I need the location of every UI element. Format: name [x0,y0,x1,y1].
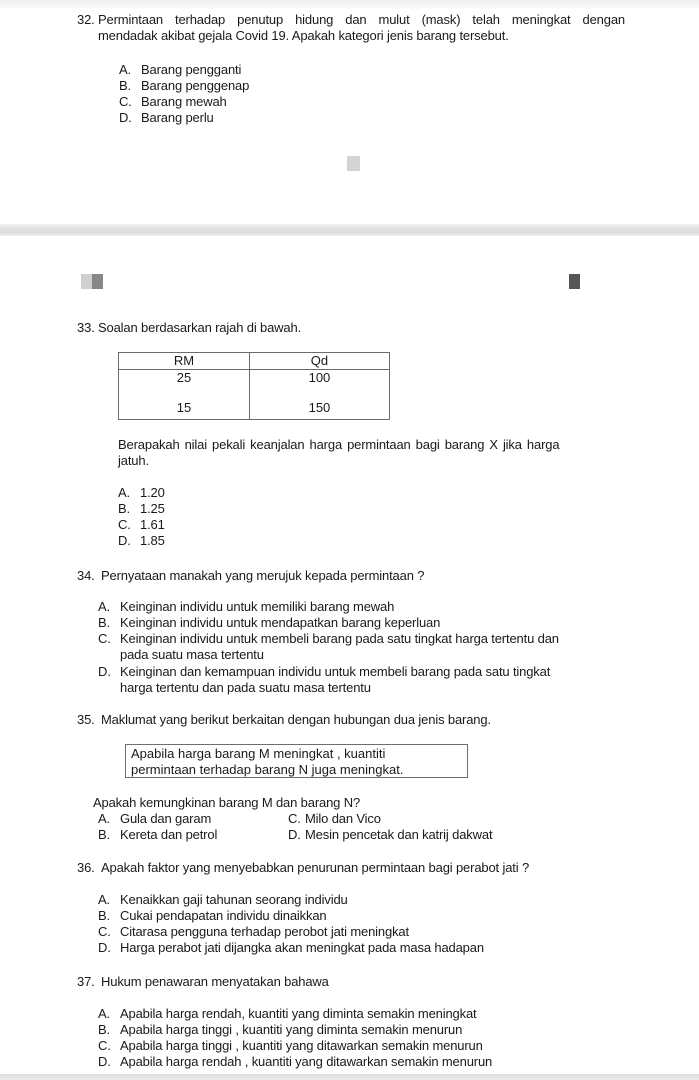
scan-marker-dark [569,274,580,289]
option-c[interactable]: C. Citarasa pengguna terhadap perobot jati meningkat [98,924,409,939]
option-a[interactable]: A. Barang pengganti [119,62,242,77]
option-d[interactable]: D. Barang perlu [119,110,214,125]
question-number: 36. [77,860,95,875]
scan-marker-mid [92,274,103,289]
option-b[interactable]: B. Kereta dan petrol [98,827,218,842]
question-33-prompt-line1: Berapakah nilai pekali keanjalan harga permintaan bagi barang X jika harga [118,437,560,452]
page-separator [0,224,699,236]
option-a[interactable]: A. Keinginan individu untuk memiliki barang mewah [98,599,395,614]
question-number: 37. [77,974,95,989]
option-a[interactable]: A. Gula dan garam [98,811,212,826]
question-number: 35. [77,712,95,727]
option-c[interactable]: C. Milo dan Vico [288,811,381,826]
option-d[interactable]: D. 1.85 [118,533,165,548]
question-32-stem-line2: mendadak akibat gejala Covid 19. Apakah kategori jenis barang tersebut. [98,28,509,43]
option-a[interactable]: A. 1.20 [118,485,165,500]
option-c[interactable]: C. Barang mewah [119,94,227,109]
page-top-shadow [0,0,699,9]
table-cell: 100 150 [249,370,389,420]
table-header-rm: RM [119,353,250,370]
option-d[interactable]: D. Mesin pencetak dan katrij dakwat [288,827,493,842]
page-bottom-edge [0,1074,699,1080]
scan-marker-light [347,156,360,171]
question-35-stem: 35. Maklumat yang berikut berkaitan dengan hubungan dua jenis barang. [77,712,491,727]
option-a[interactable]: A. Apabila harga rendah, kuantiti yang diminta semakin meningkat [98,1006,477,1021]
question-number: 32. [77,12,95,27]
option-c[interactable]: C. 1.61 [118,517,165,532]
option-c[interactable]: C. Apabila harga tinggi , kuantiti yang ditawarkan semakin menurun [98,1038,483,1053]
question-number: 33. [77,320,95,335]
option-d[interactable]: D. Apabila harga rendah , kuantiti yang ditawarkan semakin menurun [98,1054,493,1069]
option-b[interactable]: B. Keinginan individu untuk mendapatkan barang keperluan [98,615,441,630]
table-row [119,370,390,420]
question-33-stem: 33. Soalan berdasarkan rajah di bawah. [77,320,302,335]
option-a[interactable]: A. Kenaikkan gaji tahunan seorang individu [98,892,348,907]
option-b[interactable]: B. Apabila harga tinggi , kuantiti yang diminta semakin menurun [98,1022,463,1037]
question-32-stem-line1: 32. Permintaan terhadap penutup hidung dan mulut (mask) telah meningkat dengan [77,12,625,27]
question-37-stem: 37. Hukum penawaran menyatakan bahawa [77,974,329,989]
table-header-qd: Qd [249,353,389,370]
price-quantity-table [118,352,390,420]
information-box: Apabila harga barang M meningkat , kuantiti permintaan terhadap barang N juga meningkat. [125,744,468,778]
option-b[interactable]: B. Cukai pendapatan individu dinaikkan [98,908,327,923]
option-d[interactable]: D. Keinginan dan kemampuan individu untuk membeli barang pada satu tingkat harga tertentu dan pada suatu masa tertentu [98,664,551,695]
question-34-stem: 34. Pernyataan manakah yang merujuk kepada permintaan ? [77,568,425,583]
option-b[interactable]: B. Barang penggenap [119,78,250,93]
scan-marker-light [81,274,92,289]
question-36-stem: 36. Apakah faktor yang menyebabkan penurunan permintaan bagi perabot jati ? [77,860,530,875]
option-d[interactable]: D. Harga perabot jati dijangka akan meningkat pada masa hadapan [98,940,484,955]
option-b[interactable]: B. 1.25 [118,501,165,516]
question-number: 34. [77,568,95,583]
question-33-prompt-line2: jatuh. [118,453,149,468]
option-c[interactable]: C. Keinginan individu untuk membeli barang pada satu tingkat harga tertentu dan pada suatu masa tertentu [98,631,559,662]
question-35-prompt: Apakah kemungkinan barang M dan barang N? [93,795,361,810]
table-cell: 25 15 [119,370,250,420]
